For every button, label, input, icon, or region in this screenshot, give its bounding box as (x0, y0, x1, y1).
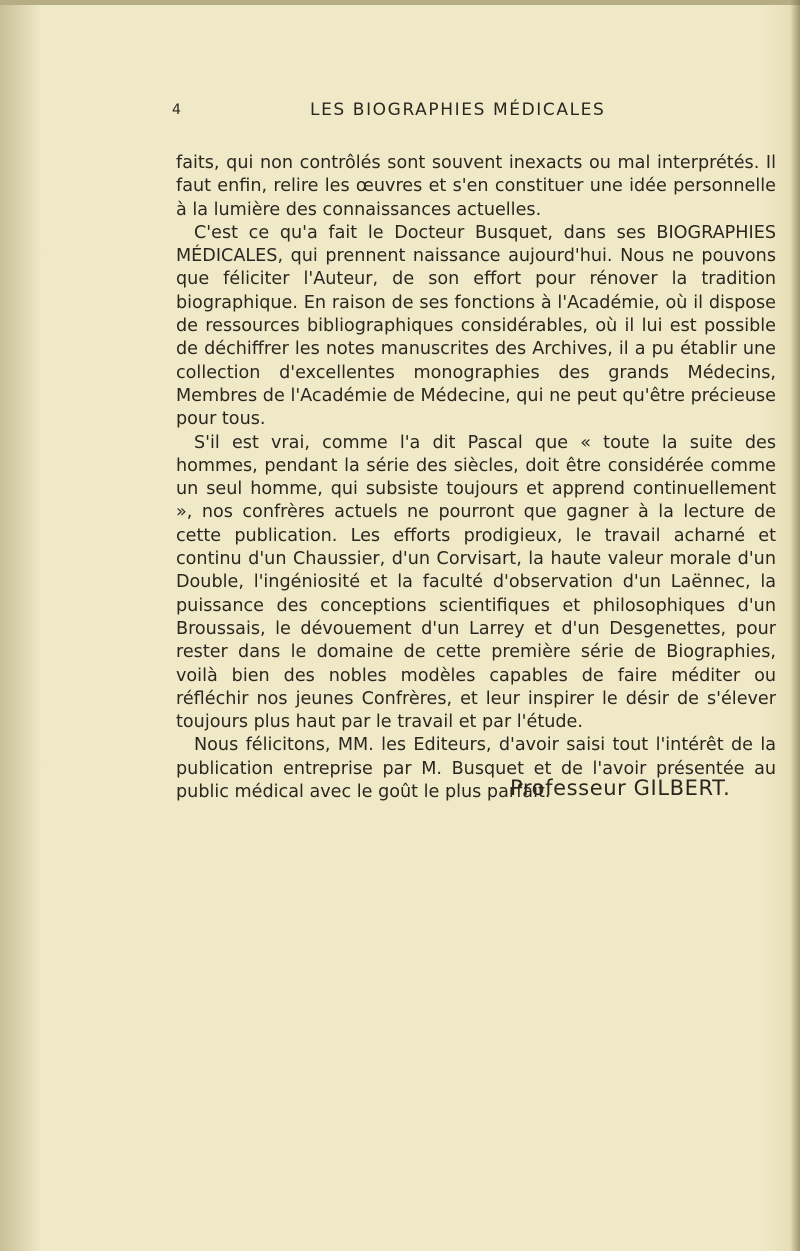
page-right-edge (790, 0, 800, 1251)
body-text (176, 152, 776, 804)
running-title: LES BIOGRAPHIES MÉDICALES (310, 100, 606, 120)
paragraph-3: S'il est vrai, comme l'a dit Pascal que « toute la suite des hommes, pendant la série des siècles, doit être considérée comme un seul homme, qui subsiste toujours et apprend continuellement », nos confrères actuels ne pourront que gagner à la lecture de cette publication. Les efforts prodigieux, le travail acharné et continu d'un Chaussier, d'un Corvisart, la haute valeur morale d'un Double, l'ingéniosité et la faculté d'observation d'un Laënnec, la puissance des conceptions scientifiques et philosophiques d'un Broussais, le dévouement d'un Larrey et d'un Desgenettes, pour rester dans le domaine de cette première série de Biographies, voilà bien des nobles modèles capables de faire méditer ou réfléchir nos jeunes Confrères, et leur inspirer le désir de s'élever toujours plus haut par le travail et par l'étude. (176, 432, 776, 733)
signature: Professeur GILBERT. (510, 776, 731, 800)
running-header (0, 100, 800, 128)
page-number: 4 (172, 102, 182, 118)
page-top-edge (0, 0, 800, 5)
paragraph-2: C'est ce qu'a fait le Docteur Busquet, dans ses BIOGRAPHIES MÉDICALES, qui prennent naissance aujourd'hui. Nous ne pouvons que féliciter l'Auteur, de son effort pour rénover la tradition biographique. En raison de ses fonctions à l'Académie, où il dispose de ressources bibliographiques considérables, où il lui est possible de déchiffrer les notes manuscrites des Archives, il a pu établir une collection d'excellentes monographies des grands Médecins, Membres de l'Académie de Médecine, qui ne peut qu'être précieuse pour tous. (176, 222, 776, 430)
paragraph-1: faits, qui non contrôlés sont souvent inexacts ou mal interprétés. Il faut enfin, relire les œuvres et s'en constituer une idée personnelle à la lumière des connaissances actuelles. (176, 153, 776, 220)
paragraph-4: Nous félicitons, MM. les Editeurs, d'avoir saisi tout l'intérêt de la publication entreprise par M. Busquet et de l'avoir présentée au public médical avec le goût le plus parfait. (176, 735, 776, 803)
gutter-shadow (0, 0, 42, 1251)
